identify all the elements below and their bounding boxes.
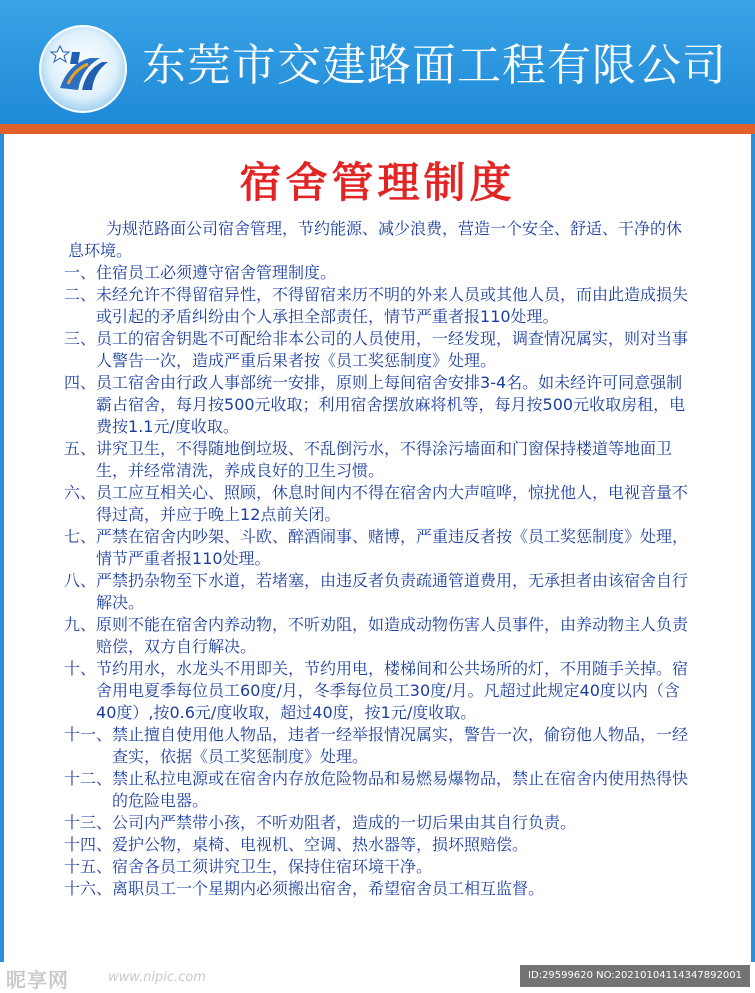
rule-text: 公司内严禁带小孩，不听劝阻者，造成的一切后果由其自行负责。 [112,813,577,832]
rule-item [64,262,694,284]
road-logo-icon [38,24,128,114]
rule-text: 员工的宿舍钥匙不可配给非本公司的人员使用，一经发现，调查情况属实，则对当事人警告一次，造成严重后果者按《员工奖惩制度》处理。 [96,329,689,370]
rule-text: 住宿员工必须遵守宿舍管理制度。 [96,263,337,282]
rule-item [64,372,694,438]
company-name: 东莞市交建路面工程有限公司 [142,40,727,91]
rule-number: 一、 [64,263,97,282]
rule-text: 宿舍各员工须讲究卫生，保持住宿环境干净。 [112,857,433,876]
right-border [751,134,755,962]
rule-number: 十五、 [64,857,113,876]
left-border [0,134,4,962]
rule-item [64,438,694,482]
rule-number: 七、 [64,527,97,546]
rule-number: 十二、 [64,769,113,788]
rule-text: 节约用水，水龙头不用即关，节约用电，楼梯间和公共场所的灯，不用随手关掉。宿舍用电夏季每位员工60度/月，冬季每位员工30度/月。凡超过此规定40度以内（含40度）,按0.6元/度收取，超过40度，按1元/度收取。 [96,659,689,722]
rule-number: 三、 [64,329,97,348]
rule-text: 原则不能在宿舍内养动物，不听劝阻，如造成动物伤害人员事件，由养动物主人负责赔偿，双方自行解决。 [96,615,689,656]
intro-paragraph: 为规范路面公司宿舍管理，节约能源、减少浪费，营造一个安全、舒适、干净的休息环境。 [68,219,683,260]
rule-number: 十三、 [64,813,113,832]
rule-item [64,812,694,834]
rules-list [64,262,694,900]
image-id-label: ID:29599620 NO:20210104114347892001 [520,965,750,987]
rule-text: 离职员工一个星期内必须搬出宿舍，希望宿舍员工相互监督。 [112,879,545,898]
rule-item [64,878,694,900]
rule-item [64,328,694,372]
rule-text: 严禁扔杂物至下水道，若堵塞，由违反者负责疏通管道费用，无承担者由该宿舍自行解决。 [96,571,689,612]
rule-text: 员工宿舍由行政人事部统一安排，原则上每间宿舍安排3-4名。如未经许可同意强制霸占宿舍，每月按500元收取；利用宿舍摆放麻将机等，每月按500元收取房租，电费按1.1元/度收取。 [96,373,686,436]
header-divider [0,124,755,134]
rule-number: 十、 [64,659,97,678]
rule-number: 十一、 [64,725,113,744]
rule-item [64,856,694,878]
rule-number: 五、 [64,439,97,458]
rule-item [64,526,694,570]
rule-item [64,570,694,614]
header-banner [0,0,755,124]
rule-item [64,614,694,658]
rule-number: 四、 [64,373,97,392]
page-title: 宿舍管理制度 [239,158,516,207]
rule-text: 未经允许不得留宿异性，不得留宿来历不明的外来人员或其他人员，而由此造成损失或引起的矛盾纠纷由个人承担全部责任，情节严重者报110处理。 [96,285,689,326]
rule-number: 十四、 [64,835,113,854]
rule-number: 六、 [64,483,97,502]
rule-number: 十六、 [64,879,113,898]
rule-text: 禁止私拉电源或在宿舍内存放危险物品和易燃易爆物品，禁止在宿舍内使用热得快的危险电器。 [112,769,689,810]
rule-item [64,834,694,856]
rule-item [64,724,694,768]
watermark-logo: 昵享网 [6,968,69,992]
rule-text: 讲究卫生，不得随地倒垃圾、不乱倒污水，不得涂污墙面和门窗保持楼道等地面卫生，并经常清洗，养成良好的卫生习惯。 [96,439,673,480]
watermark-url: www.nipic.com [108,970,206,985]
rule-text: 员工应互相关心、照顾，休息时间内不得在宿舍内大声喧哗，惊扰他人，电视音量不得过高，并应于晚上12点前关闭。 [96,483,689,524]
rule-text: 禁止擅自使用他人物品，违者一经举报情况属实，警告一次，偷窃他人物品，一经查实，依据《员工奖惩制度》处理。 [112,725,689,766]
rule-item [64,658,694,724]
rule-item [64,482,694,526]
rule-text: 严禁在宿舍内吵架、斗欧、醉酒闹事、赌博，严重违反者按《员工奖惩制度》处理，情节严重者报110处理。 [96,527,689,568]
rule-item [64,284,694,328]
rule-text: 爱护公物，桌椅、电视机、空调、热水器等，损坏照赔偿。 [112,835,529,854]
rule-number: 二、 [64,285,97,304]
rule-number: 八、 [64,571,97,590]
rule-item [64,768,694,812]
rule-number: 九、 [64,615,97,634]
